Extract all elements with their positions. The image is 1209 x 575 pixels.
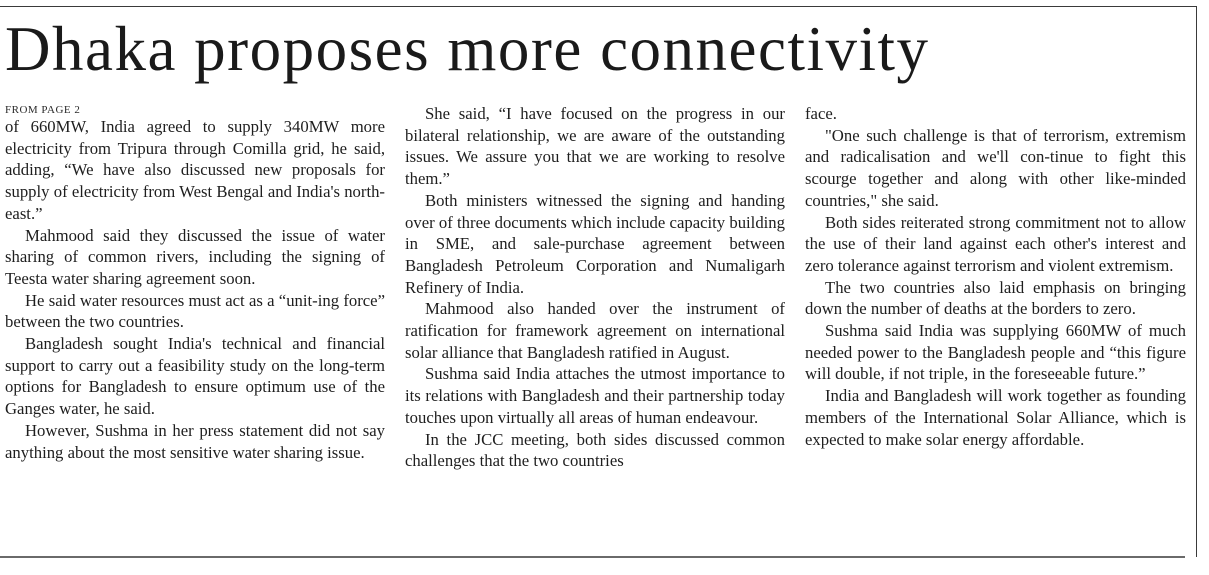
paragraph: of 660MW, India agreed to supply 340MW more electricity from Tripura through Comilla grid, he said, adding, “We have also discussed new proposals for supply of electricity from West Bengal and India's north-east.”	[5, 117, 385, 223]
continuation-kicker: FROM PAGE 2	[5, 104, 81, 116]
right-rule	[1196, 6, 1197, 557]
paragraph: In the JCC meeting, both sides discussed common challenges that the two countries	[405, 429, 785, 471]
paragraph: However, Sushma in her press statement did not say anything about the most sensitive water sharing issue.	[5, 420, 385, 462]
paragraph: He said water resources must act as a “unit-ing force” between the two countries.	[5, 290, 385, 332]
paragraph: The two countries also laid emphasis on bringing down the number of deaths at the borders to zero.	[805, 277, 1186, 319]
headline: Dhaka proposes more connectivity	[5, 14, 930, 84]
paragraph: "One such challenge is that of terrorism, extremism and radicalisation and we'll con-tinue to fight this scourge together and along with other like-minded countries," she said.	[805, 125, 1186, 210]
paragraph: Sushma said India attaches the utmost importance to its relations with Bangladesh and their partnership today touches upon virtually all areas of human endeavour.	[405, 364, 785, 427]
paragraph: Sushma said India was supplying 660MW of much needed power to the Bangladesh people and “this figure will double, if not triple, in the foreseeable future.”	[805, 321, 1186, 384]
paragraph: face.	[805, 104, 837, 123]
paragraph: Mahmood also handed over the instrument of ratification for framework agreement on international solar alliance that Bangladesh ratified in August.	[405, 299, 785, 362]
paragraph: India and Bangladesh will work together as founding members of the International Solar Alliance, which is expected to make solar energy affordable.	[805, 386, 1186, 449]
bottom-rule	[0, 556, 1185, 558]
paragraph: Mahmood said they discussed the issue of water sharing of common rivers, including the signing of Teesta water sharing agreement soon.	[5, 225, 385, 288]
paragraph: Bangladesh sought India's technical and financial support to carry out a feasibility study on the long-term options for Bangladesh to ensure optimum use of the Ganges water, he said.	[5, 334, 385, 419]
article-column-1	[5, 103, 385, 463]
paragraph: Both sides reiterated strong commitment not to allow the use of their land against each other's interest and zero tolerance against terrorism and violent extremism.	[805, 212, 1186, 275]
top-rule	[0, 6, 1197, 7]
article-column-3	[805, 103, 1186, 450]
paragraph: Both ministers witnessed the signing and handing over of three documents which include capacity building in SME, and sale-purchase agreement between Bangladesh Petroleum Corporation and Numaligarh Refinery of India.	[405, 190, 785, 297]
article-column-2	[405, 103, 785, 472]
paragraph: She said, “I have focused on the progress in our bilateral relationship, we are aware of the outstanding issues. We assure you that we are working to resolve them.”	[405, 104, 785, 189]
